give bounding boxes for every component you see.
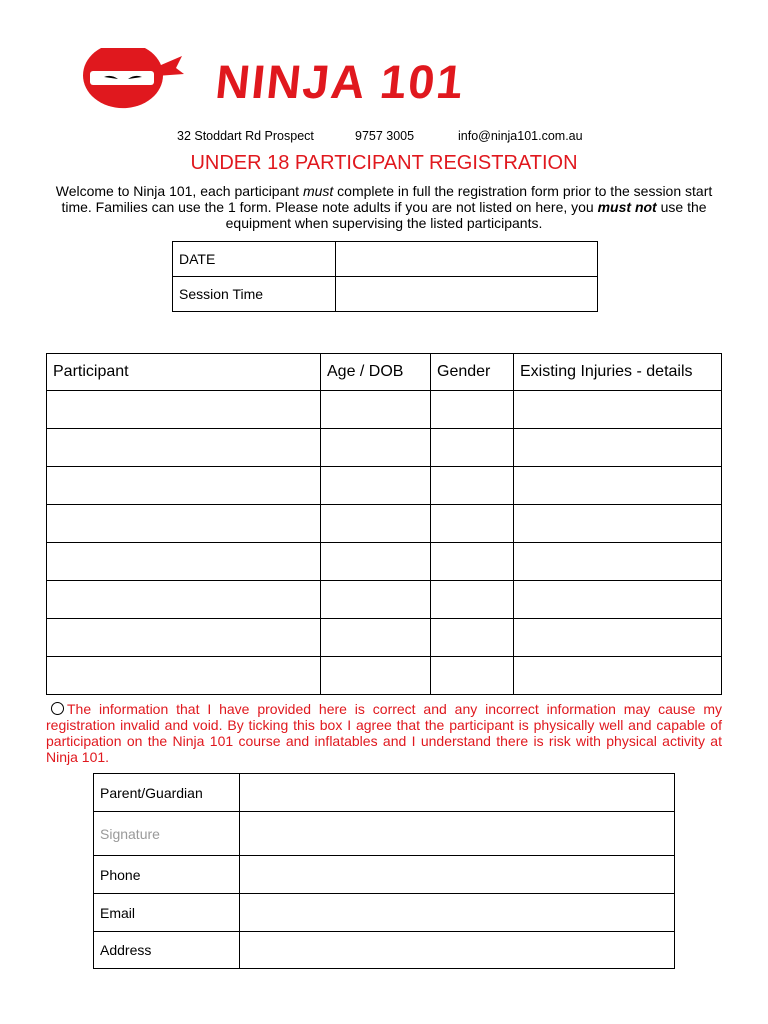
ninja-head-icon — [78, 48, 198, 118]
participant-cell[interactable] — [47, 429, 321, 467]
injuries-cell[interactable] — [514, 581, 722, 619]
header-participant: Participant — [47, 354, 321, 391]
age-dob-cell[interactable] — [321, 619, 431, 657]
contact-address: 32 Stoddart Rd Prospect — [177, 129, 314, 143]
session-time-field[interactable] — [336, 277, 598, 312]
address-label: Address — [94, 932, 240, 969]
signature-label: Signature — [94, 812, 240, 856]
gender-cell[interactable] — [431, 429, 514, 467]
table-row — [47, 657, 722, 695]
injuries-cell[interactable] — [514, 505, 722, 543]
injuries-cell[interactable] — [514, 543, 722, 581]
session-time-label: Session Time — [173, 277, 336, 312]
form-title: UNDER 18 PARTICIPANT REGISTRATION — [190, 152, 578, 174]
age-dob-cell[interactable] — [321, 429, 431, 467]
table-row — [47, 581, 722, 619]
gender-cell[interactable] — [431, 543, 514, 581]
age-dob-cell[interactable] — [321, 391, 431, 429]
gender-cell[interactable] — [431, 581, 514, 619]
injuries-cell[interactable] — [514, 391, 722, 429]
declaration-text: The information that I have provided here is correct and any incorrect information may cause my registration invalid and void. By ticking this box I agree that the participant is physically well and capable of participation on the Ninja 101 course and inflatables and I understand there is risk with physical activity at Ninja 101. — [46, 701, 722, 765]
parent-guardian-label: Parent/Guardian — [94, 774, 240, 812]
participants-table — [46, 353, 722, 695]
table-row — [47, 505, 722, 543]
table-row — [47, 429, 722, 467]
gender-cell[interactable] — [431, 467, 514, 505]
injuries-cell[interactable] — [514, 429, 722, 467]
gender-cell[interactable] — [431, 505, 514, 543]
participant-cell[interactable] — [47, 619, 321, 657]
age-dob-cell[interactable] — [321, 657, 431, 695]
participant-cell[interactable] — [47, 467, 321, 505]
consent-radio[interactable] — [51, 702, 64, 715]
date-field[interactable] — [336, 242, 598, 277]
age-dob-cell[interactable] — [321, 543, 431, 581]
signature-field[interactable] — [240, 812, 675, 856]
table-row — [47, 467, 722, 505]
parent-guardian-field[interactable] — [240, 774, 675, 812]
session-table — [172, 241, 598, 312]
gender-cell[interactable] — [431, 657, 514, 695]
address-field[interactable] — [240, 932, 675, 969]
table-row — [47, 543, 722, 581]
table-row — [47, 391, 722, 429]
date-label: DATE — [173, 242, 336, 277]
intro-paragraph: Welcome to Ninja 101, each participant must complete in full the registration form prior to the session start time. Families can use the 1 form. Please note adults if you are not listed on here, you must not use the equipment when supervising the listed participants. — [55, 183, 713, 231]
gender-cell[interactable] — [431, 619, 514, 657]
injuries-cell[interactable] — [514, 657, 722, 695]
email-field[interactable] — [240, 894, 675, 932]
phone-field[interactable] — [240, 856, 675, 894]
email-label: Email — [94, 894, 240, 932]
participant-cell[interactable] — [47, 543, 321, 581]
ninja-101-logo — [78, 48, 638, 118]
table-row — [47, 619, 722, 657]
emphasis-must: must — [302, 183, 334, 199]
participant-cell[interactable] — [47, 581, 321, 619]
participant-cell[interactable] — [47, 505, 321, 543]
injuries-cell[interactable] — [514, 619, 722, 657]
injuries-cell[interactable] — [514, 467, 722, 505]
age-dob-cell[interactable] — [321, 581, 431, 619]
header-gender: Gender — [431, 354, 514, 391]
header-injuries: Existing Injuries - details — [514, 354, 722, 391]
age-dob-cell[interactable] — [321, 505, 431, 543]
gender-cell[interactable] — [431, 391, 514, 429]
header-age-dob: Age / DOB — [321, 354, 431, 391]
participant-cell[interactable] — [47, 391, 321, 429]
contact-phone: 9757 3005 — [355, 129, 415, 143]
contact-email[interactable]: info@ninja101.com.au — [458, 129, 583, 143]
declaration-block — [46, 701, 722, 765]
participants-header-row — [47, 354, 722, 391]
guardian-table — [93, 773, 675, 969]
logo-wordmark: NINJA 101 — [213, 55, 468, 108]
age-dob-cell[interactable] — [321, 467, 431, 505]
phone-label: Phone — [94, 856, 240, 894]
emphasis-must-not: must not — [597, 199, 657, 215]
participant-cell[interactable] — [47, 657, 321, 695]
